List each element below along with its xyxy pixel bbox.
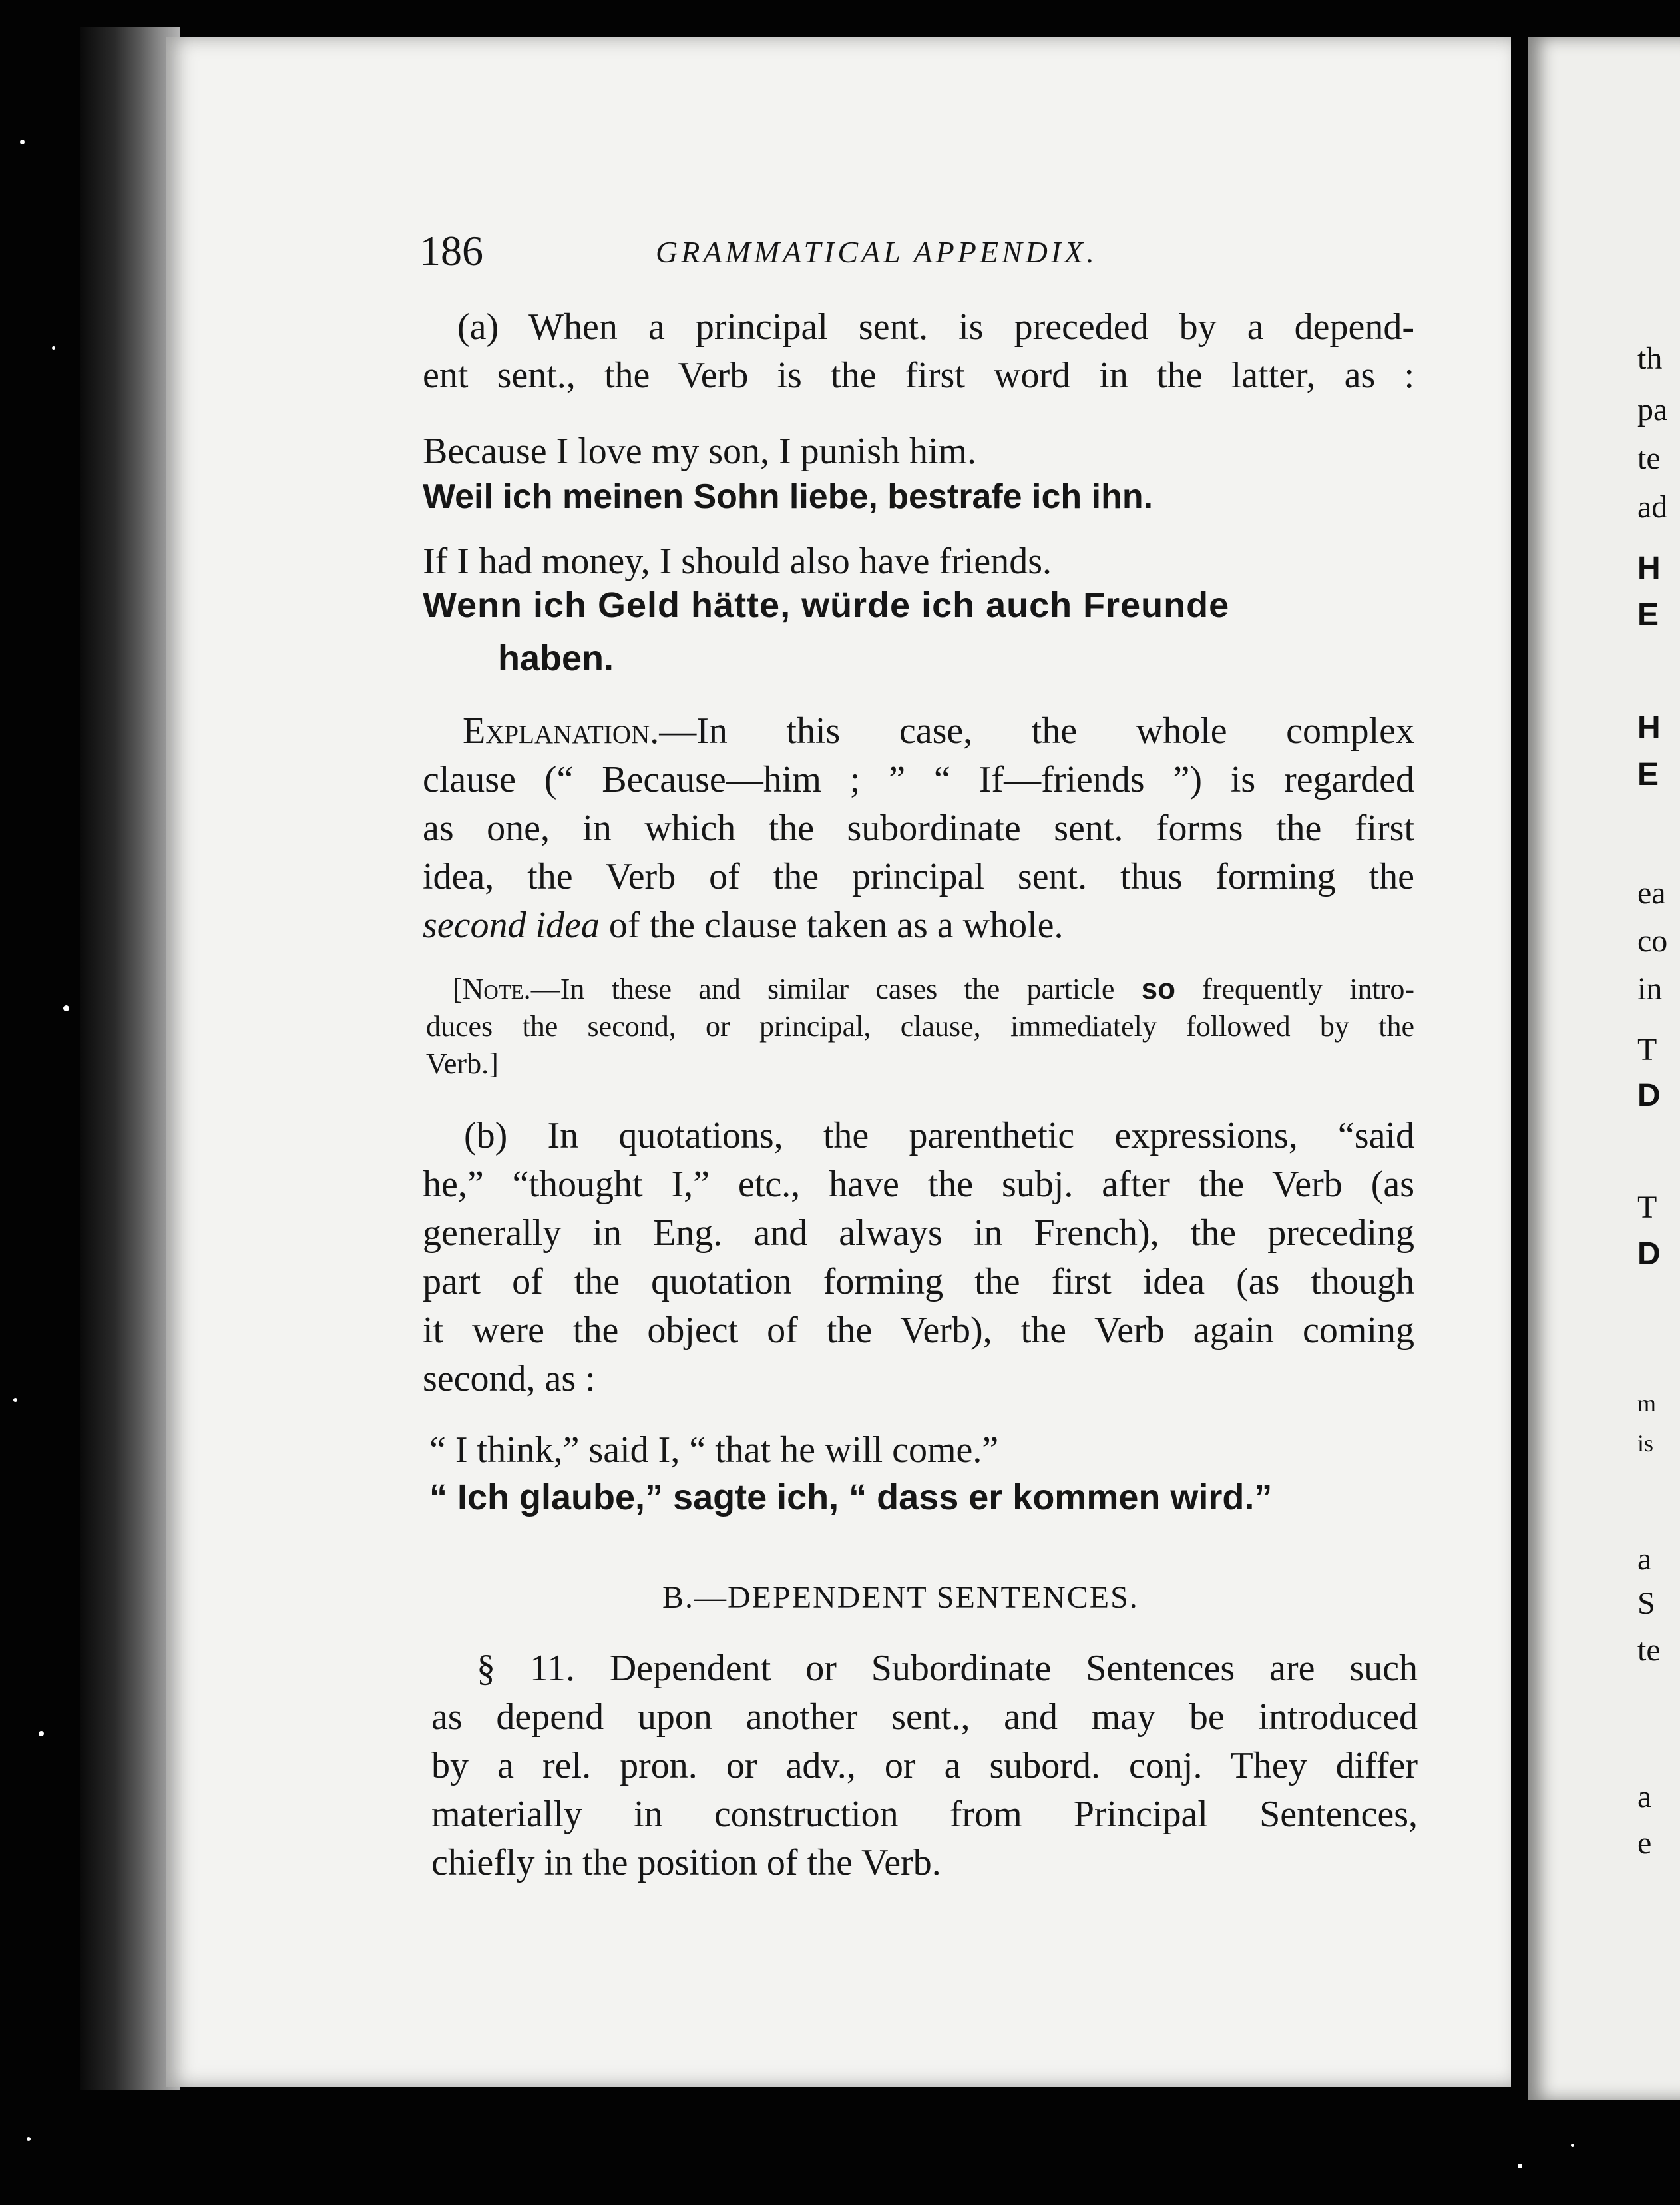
text-line: § 11. Dependent or Subordinate Sentences are such xyxy=(477,1648,1418,1689)
facing-fragment: T xyxy=(1637,1190,1657,1225)
german-example: Wenn ich Geld hätte, würde ich auch Freunde xyxy=(423,585,1230,625)
rule-a-paragraph xyxy=(423,303,1414,400)
dust-speck xyxy=(52,346,55,350)
facing-fragment: H xyxy=(1637,551,1661,586)
text-line: (a) When a principal sent. is preceded by a depend- xyxy=(457,306,1414,348)
english-example: Because I love my son, I punish him. xyxy=(423,431,977,472)
text-line: Verb.] xyxy=(426,1047,499,1080)
text-line: chiefly in the position of the Verb. xyxy=(431,1842,941,1883)
dust-speck xyxy=(20,140,25,144)
facing-fragment: te xyxy=(1637,441,1661,476)
facing-fragment: pa xyxy=(1637,392,1668,427)
facing-fragment: H xyxy=(1637,710,1661,746)
dust-speck xyxy=(13,1398,17,1402)
text-line: of the clause taken as a whole. xyxy=(608,905,1064,946)
facing-fragment: E xyxy=(1637,757,1659,792)
facing-fragment: e xyxy=(1637,1826,1652,1861)
text-line: generally in Eng. and always in French), the preceding xyxy=(423,1212,1414,1254)
explanation-label: Explanation. xyxy=(463,710,660,752)
facing-fragment: te xyxy=(1637,1632,1661,1668)
text-line: he,” “thought I,” etc., have the subj. after the Verb (as xyxy=(423,1164,1414,1205)
dust-speck xyxy=(39,1731,44,1736)
facing-fragment: co xyxy=(1637,923,1668,959)
facing-fragment: th xyxy=(1637,341,1663,376)
text-line: materially in construction from Principal Sentences, xyxy=(431,1794,1418,1835)
text-line: as one, in which the subordinate sent. forms the first xyxy=(423,808,1414,849)
facing-fragment: D xyxy=(1637,1078,1661,1113)
text-line: as depend upon another sent., and may be introduced xyxy=(431,1696,1418,1738)
note-paragraph xyxy=(426,971,1414,1083)
facing-fragment: a xyxy=(1637,1779,1652,1814)
text-line: by a rel. pron. or adv., or a subord. conj. They differ xyxy=(431,1745,1418,1786)
dust-speck xyxy=(27,2137,31,2141)
text-line: clause (“ Because—him ; ” “ If—friends ”) is regarded xyxy=(423,759,1414,800)
explanation-paragraph xyxy=(423,707,1414,950)
rule-b-paragraph xyxy=(423,1112,1414,1403)
facing-fragment: is xyxy=(1637,1430,1654,1457)
section-b-paragraph xyxy=(431,1644,1418,1887)
text-line: second, as : xyxy=(423,1358,596,1399)
keyword-so: so xyxy=(1141,973,1175,1005)
dust-speck xyxy=(1571,2144,1574,2147)
text-line: idea, the Verb of the principal sent. thus forming the xyxy=(423,856,1414,897)
running-head: GRAMMATICAL APPENDIX. xyxy=(656,235,1098,269)
note-label: [Note. xyxy=(453,973,531,1005)
text-line: —In this case, the whole complex xyxy=(659,710,1414,752)
page-number: 186 xyxy=(419,227,483,274)
facing-fragment: S xyxy=(1637,1586,1655,1621)
text-line: duces the second, or principal, clause, immediately followed by the xyxy=(426,1010,1414,1043)
dust-speck xyxy=(1518,2164,1522,2168)
dust-speck xyxy=(63,1005,69,1011)
facing-fragment: E xyxy=(1637,597,1659,632)
facing-fragment: m xyxy=(1637,1390,1657,1417)
text-line: part of the quotation forming the first idea (as though xyxy=(423,1261,1414,1302)
facing-fragment: ad xyxy=(1637,489,1668,525)
german-example: “ Ich glaube,” sagte ich, “ dass er kommen wird.” xyxy=(429,1477,1273,1517)
english-example: If I had money, I should also have friends. xyxy=(423,541,1052,582)
facing-fragment: ea xyxy=(1637,875,1666,911)
german-example: Weil ich meinen Sohn liebe, bestrafe ich ihn. xyxy=(423,477,1154,516)
text-line: —In these and similar cases the particle xyxy=(530,973,1115,1005)
german-example: haben. xyxy=(498,638,614,678)
emphasis-second-idea: second idea xyxy=(423,905,600,946)
text-line: (b) In quotations, the parenthetic expressions, “said xyxy=(464,1115,1414,1156)
section-heading: B.—DEPENDENT SENTENCES. xyxy=(662,1580,1139,1615)
facing-fragment: in xyxy=(1637,971,1663,1007)
text-line: it were the object of the Verb), the Verb again coming xyxy=(423,1310,1414,1351)
text-line: ent sent., the Verb is the first word in the latter, as : xyxy=(423,355,1414,396)
facing-fragment: a xyxy=(1637,1541,1652,1577)
facing-fragment: D xyxy=(1637,1236,1661,1272)
book-page-edges xyxy=(80,27,180,2090)
english-example: “ I think,” said I, “ that he will come.” xyxy=(429,1429,999,1471)
facing-fragment: T xyxy=(1637,1032,1657,1067)
text-line: frequently intro- xyxy=(1202,973,1415,1005)
